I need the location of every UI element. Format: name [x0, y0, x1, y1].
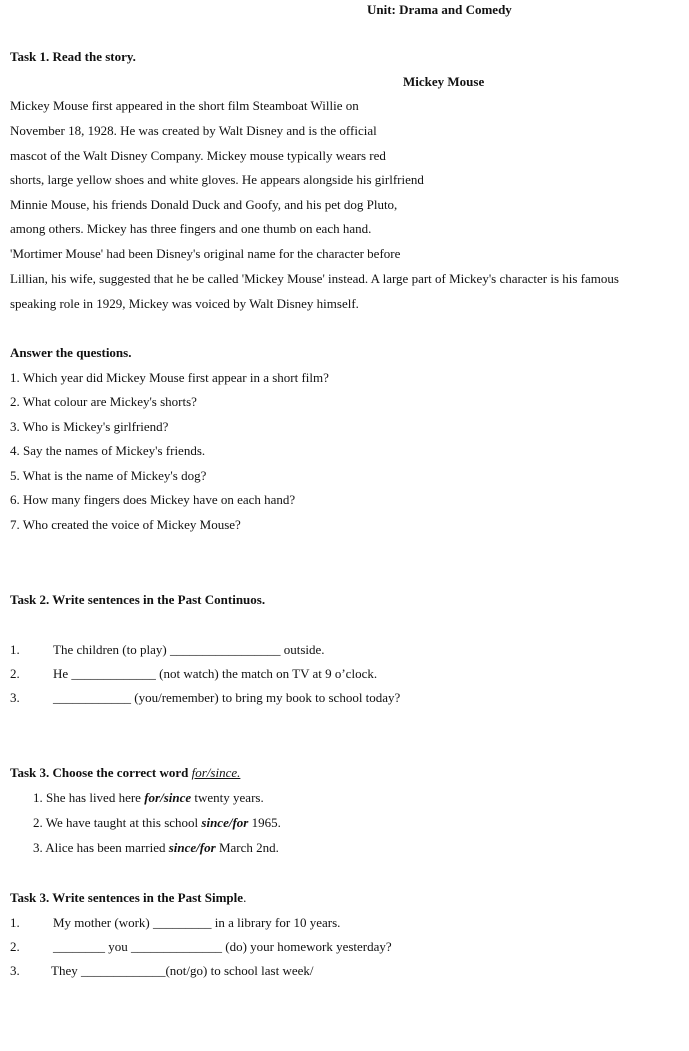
story-line: mascot of the Walt Disney Company. Mickey mouse typically wears red: [10, 148, 386, 163]
exercise-item: 3. Alice has been married since/for March 2nd.: [33, 840, 279, 855]
exercise-item: 1. She has lived here for/since twenty years.: [33, 790, 264, 805]
exercise-item: The children (to play) _________________ outside.: [53, 642, 325, 657]
story-line: Mickey Mouse first appeared in the short film Steamboat Willie on: [10, 98, 359, 113]
unit-header: Unit: Drama and Comedy: [367, 2, 512, 17]
question: 2. What colour are Mickey's shorts?: [10, 394, 197, 409]
item-number: 3.: [10, 963, 20, 978]
story-line: among others. Mickey has three fingers and one thumb on each hand.: [10, 221, 372, 236]
task3a-heading: [10, 765, 240, 781]
answer-heading: Answer the questions.: [10, 345, 132, 360]
item-number: 1.: [10, 915, 20, 930]
exercise-item: He _____________ (not watch) the match on TV at 9 o’clock.: [53, 666, 378, 681]
exercise-item: ____________ (you/remember) to bring my book to school today?: [53, 690, 401, 705]
story-line: Lillian, his wife, suggested that he be called 'Mickey Mouse' instead. A large part of Mickey's character is his famous: [10, 271, 619, 286]
task2-heading: Task 2. Write sentences in the Past Continuos.: [10, 592, 266, 607]
question: 1. Which year did Mickey Mouse first appear in a short film?: [10, 370, 329, 385]
story-line: 'Mortimer Mouse' had been Disney's original name for the character before: [10, 246, 401, 261]
task1-heading: Task 1. Read the story.: [10, 49, 136, 64]
item-number: 1.: [10, 642, 20, 657]
exercise-item: They _____________(not/go) to school last week/: [51, 963, 314, 978]
item-number: 3.: [10, 690, 20, 705]
story-line: Minnie Mouse, his friends Donald Duck and Goofy, and his pet dog Pluto,: [10, 197, 398, 212]
question: 5. What is the name of Mickey's dog?: [10, 468, 207, 483]
task3a-heading-words: for/since.: [191, 765, 241, 780]
story-line: November 18, 1928. He was created by Walt Disney and is the official: [10, 123, 377, 138]
task3a-heading-prefix: Task 3. Choose the correct word: [10, 765, 192, 780]
exercise-item: 2. We have taught at this school since/for 1965.: [33, 815, 281, 830]
question: 6. How many fingers does Mickey have on each hand?: [10, 492, 296, 507]
exercise-item: My mother (work) _________ in a library for 10 years.: [53, 915, 341, 930]
question: 7. Who created the voice of Mickey Mouse?: [10, 517, 241, 532]
exercise-item: ________ you ______________ (do) your homework yesterday?: [53, 939, 392, 954]
question: 3. Who is Mickey's girlfriend?: [10, 419, 169, 434]
word-choice: for/since: [144, 790, 192, 805]
item-number: 2.: [10, 666, 20, 681]
word-choice: since/for: [168, 840, 216, 855]
story-title: Mickey Mouse: [403, 74, 485, 89]
task3b-heading: Task 3. Write sentences in the Past Simple.: [10, 890, 247, 905]
word-choice: since/for: [201, 815, 249, 830]
story-line: speaking role in 1929, Mickey was voiced by Walt Disney himself.: [10, 296, 359, 311]
item-number: 2.: [10, 939, 20, 954]
question: 4. Say the names of Mickey's friends.: [10, 443, 206, 458]
story-line: shorts, large yellow shoes and white gloves. He appears alongside his girlfriend: [10, 172, 424, 187]
